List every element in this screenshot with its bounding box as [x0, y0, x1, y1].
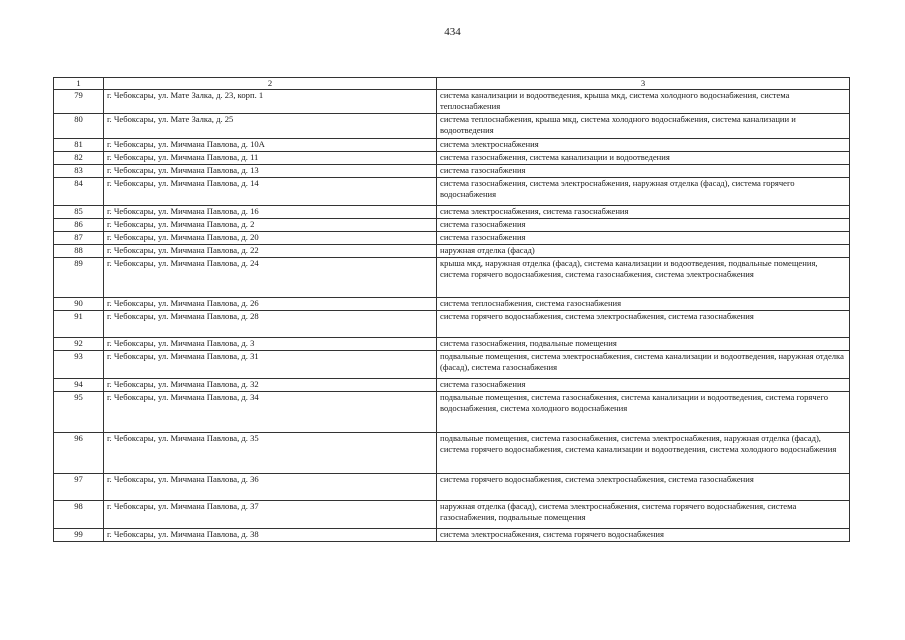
row-number: 90	[54, 298, 104, 311]
row-number: 99	[54, 529, 104, 542]
row-address: г. Чебоксары, ул. Мичмана Павлова, д. 24	[104, 258, 437, 298]
building-systems-table	[53, 77, 850, 542]
row-systems: система газоснабжения, система электроснабжения, наружная отделка (фасад), система горячего водоснабжения	[437, 178, 850, 206]
row-address: г. Чебоксары, ул. Мате Залка, д. 25	[104, 114, 437, 139]
row-number: 93	[54, 351, 104, 379]
row-address: г. Чебоксары, ул. Мичмана Павлова, д. 22	[104, 245, 437, 258]
row-address: г. Чебоксары, ул. Мате Залка, д. 23, корп. 1	[104, 90, 437, 114]
table-row	[54, 114, 850, 139]
row-number: 97	[54, 474, 104, 501]
row-number: 92	[54, 338, 104, 351]
row-address: г. Чебоксары, ул. Мичмана Павлова, д. 31	[104, 351, 437, 379]
table-body	[54, 90, 850, 542]
row-address: г. Чебоксары, ул. Мичмана Павлова, д. 2	[104, 219, 437, 232]
row-number: 98	[54, 501, 104, 529]
table-row	[54, 392, 850, 433]
row-address: г. Чебоксары, ул. Мичмана Павлова, д. 38	[104, 529, 437, 542]
table-row	[54, 152, 850, 165]
row-number: 84	[54, 178, 104, 206]
row-systems: система газоснабжения	[437, 219, 850, 232]
table-row	[54, 90, 850, 114]
row-systems: система канализации и водоотведения, крыша мкд, система холодного водоснабжения, система теплоснабжения	[437, 90, 850, 114]
row-systems: система электроснабжения	[437, 139, 850, 152]
table-row	[54, 165, 850, 178]
row-address: г. Чебоксары, ул. Мичмана Павлова, д. 14	[104, 178, 437, 206]
table-row	[54, 298, 850, 311]
table-row	[54, 219, 850, 232]
row-number: 88	[54, 245, 104, 258]
row-number: 79	[54, 90, 104, 114]
row-address: г. Чебоксары, ул. Мичмана Павлова, д. 16	[104, 206, 437, 219]
column-header-address: 2	[104, 78, 437, 90]
table-row	[54, 474, 850, 501]
row-systems: подвальные помещения, система газоснабжения, система электроснабжения, наружная отделка (фасад), система горячего водоснабжения, система канализации и водоотведения, система холодного водоснабжения	[437, 433, 850, 474]
row-number: 82	[54, 152, 104, 165]
row-address: г. Чебоксары, ул. Мичмана Павлова, д. 26	[104, 298, 437, 311]
row-number: 85	[54, 206, 104, 219]
row-number: 87	[54, 232, 104, 245]
row-systems: крыша мкд, наружная отделка (фасад), система канализации и водоотведения, подвальные помещения, система горячего водоснабжения, система газоснабжения, система электроснабжения	[437, 258, 850, 298]
row-number: 83	[54, 165, 104, 178]
row-number: 91	[54, 311, 104, 338]
table-row	[54, 258, 850, 298]
row-address: г. Чебоксары, ул. Мичмана Павлова, д. 36	[104, 474, 437, 501]
table-row	[54, 139, 850, 152]
row-number: 89	[54, 258, 104, 298]
row-address: г. Чебоксары, ул. Мичмана Павлова, д. 28	[104, 311, 437, 338]
row-number: 80	[54, 114, 104, 139]
table-row	[54, 379, 850, 392]
table-row	[54, 529, 850, 542]
row-systems: подвальные помещения, система электроснабжения, система канализации и водоотведения, наружная отделка (фасад), система газоснабжения	[437, 351, 850, 379]
table-row	[54, 232, 850, 245]
table-row	[54, 338, 850, 351]
row-systems: система газоснабжения	[437, 232, 850, 245]
row-address: г. Чебоксары, ул. Мичмана Павлова, д. 37	[104, 501, 437, 529]
table-row	[54, 206, 850, 219]
row-systems: подвальные помещения, система газоснабжения, система канализации и водоотведения, система горячего водоснабжения, система холодного водоснабжения	[437, 392, 850, 433]
table-row	[54, 178, 850, 206]
table-row	[54, 501, 850, 529]
row-systems: система газоснабжения	[437, 165, 850, 178]
row-number: 95	[54, 392, 104, 433]
page-number: 434	[444, 26, 461, 38]
row-address: г. Чебоксары, ул. Мичмана Павлова, д. 10А	[104, 139, 437, 152]
row-number: 96	[54, 433, 104, 474]
row-address: г. Чебоксары, ул. Мичмана Павлова, д. 13	[104, 165, 437, 178]
table-row	[54, 433, 850, 474]
table-row	[54, 351, 850, 379]
row-systems: система теплоснабжения, система газоснабжения	[437, 298, 850, 311]
row-systems: система электроснабжения, система газоснабжения	[437, 206, 850, 219]
row-systems: система газоснабжения, система канализации и водоотведения	[437, 152, 850, 165]
row-systems: наружная отделка (фасад)	[437, 245, 850, 258]
table-header-row	[54, 78, 850, 90]
row-address: г. Чебоксары, ул. Мичмана Павлова, д. 11	[104, 152, 437, 165]
row-systems: система горячего водоснабжения, система электроснабжения, система газоснабжения	[437, 474, 850, 501]
row-systems: система газоснабжения	[437, 379, 850, 392]
row-address: г. Чебоксары, ул. Мичмана Павлова, д. 20	[104, 232, 437, 245]
row-number: 94	[54, 379, 104, 392]
row-address: г. Чебоксары, ул. Мичмана Павлова, д. 32	[104, 379, 437, 392]
table-row	[54, 311, 850, 338]
row-number: 86	[54, 219, 104, 232]
row-systems: наружная отделка (фасад), система электроснабжения, система горячего водоснабжения, система газоснабжения, подвальные помещения	[437, 501, 850, 529]
column-header-number: 1	[54, 78, 104, 90]
row-systems: система газоснабжения, подвальные помещения	[437, 338, 850, 351]
row-systems: система горячего водоснабжения, система электроснабжения, система газоснабжения	[437, 311, 850, 338]
row-number: 81	[54, 139, 104, 152]
table-row	[54, 245, 850, 258]
row-address: г. Чебоксары, ул. Мичмана Павлова, д. 3	[104, 338, 437, 351]
row-address: г. Чебоксары, ул. Мичмана Павлова, д. 35	[104, 433, 437, 474]
row-address: г. Чебоксары, ул. Мичмана Павлова, д. 34	[104, 392, 437, 433]
row-systems: система теплоснабжения, крыша мкд, система холодного водоснабжения, система канализации и водоотведения	[437, 114, 850, 139]
row-systems: система электроснабжения, система горячего водоснабжения	[437, 529, 850, 542]
column-header-systems: 3	[437, 78, 850, 90]
